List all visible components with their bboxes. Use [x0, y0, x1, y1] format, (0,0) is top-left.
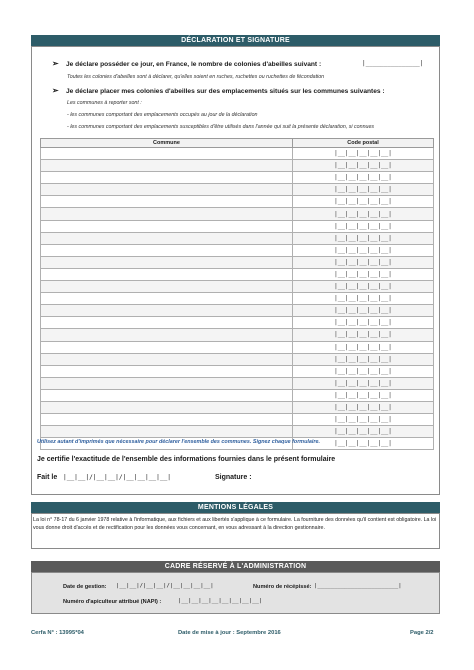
- commune-cell[interactable]: [41, 208, 293, 220]
- postal-code-cell[interactable]: |__|__|__|__|__|: [293, 220, 434, 232]
- admin-section-header: [31, 561, 440, 572]
- signature-area[interactable]: [262, 469, 432, 487]
- page-number: Page 2/2: [410, 630, 434, 636]
- commune-cell[interactable]: [41, 305, 293, 317]
- communes-intro: Les communes à reporter sont :: [67, 100, 142, 106]
- communes-rule-1: - les communes comportant des emplacements occupés au jour de la déclaration: [67, 112, 258, 118]
- commune-cell[interactable]: [41, 293, 293, 305]
- fait-le-date-field[interactable]: |__|__|/|__|__|/|__|__|__|__|: [63, 474, 172, 481]
- commune-cell[interactable]: [41, 244, 293, 256]
- update-date: Date de mise à jour : Septembre 2016: [178, 630, 281, 636]
- legal-title: MENTIONS LÉGALES: [197, 504, 274, 511]
- commune-cell[interactable]: [41, 389, 293, 401]
- declaration-section-header: [31, 35, 440, 46]
- table-row: [41, 160, 434, 172]
- table-row: [41, 268, 434, 280]
- postal-code-column-header: Code postal: [293, 139, 434, 148]
- arrow-bullet-icon: ➢: [52, 59, 59, 68]
- table-row: [41, 148, 434, 160]
- commune-cell[interactable]: [41, 172, 293, 184]
- table-row: [41, 220, 434, 232]
- table-row: [41, 305, 434, 317]
- commune-cell[interactable]: [41, 365, 293, 377]
- commune-cell[interactable]: [41, 377, 293, 389]
- postal-code-cell[interactable]: |__|__|__|__|__|: [293, 268, 434, 280]
- table-row: [41, 353, 434, 365]
- commune-cell[interactable]: [41, 317, 293, 329]
- postal-code-cell[interactable]: |__|__|__|__|__|: [293, 184, 434, 196]
- postal-code-cell[interactable]: |__|__|__|__|__|: [293, 365, 434, 377]
- postal-code-cell[interactable]: |__|__|__|__|__|: [293, 438, 434, 450]
- commune-cell[interactable]: [41, 414, 293, 426]
- table-row: [41, 329, 434, 341]
- declaration-title: DÉCLARATION ET SIGNATURE: [181, 37, 290, 44]
- fait-le-label: Fait le: [37, 474, 58, 481]
- commune-cell[interactable]: [41, 426, 293, 438]
- colony-count-field[interactable]: |_______________|: [362, 60, 424, 67]
- commune-cell[interactable]: [41, 256, 293, 268]
- commune-cell[interactable]: [41, 341, 293, 353]
- cerfa-number: Cerfa N° : 13995*04: [31, 630, 84, 636]
- postal-code-cell[interactable]: |__|__|__|__|__|: [293, 414, 434, 426]
- postal-code-cell[interactable]: |__|__|__|__|__|: [293, 281, 434, 293]
- commune-cell[interactable]: [41, 196, 293, 208]
- admin-section-box: [31, 572, 440, 614]
- postal-code-cell[interactable]: |__|__|__|__|__|: [293, 401, 434, 413]
- postal-code-cell[interactable]: |__|__|__|__|__|: [293, 172, 434, 184]
- commune-cell[interactable]: [41, 148, 293, 160]
- receipt-number-field[interactable]: |________________________|: [314, 583, 402, 589]
- table-row: [41, 389, 434, 401]
- table-row: [41, 317, 434, 329]
- postal-code-cell[interactable]: |__|__|__|__|__|: [293, 377, 434, 389]
- postal-code-cell[interactable]: |__|__|__|__|__|: [293, 305, 434, 317]
- table-row: [41, 196, 434, 208]
- commune-cell[interactable]: [41, 220, 293, 232]
- postal-code-cell[interactable]: |__|__|__|__|__|: [293, 353, 434, 365]
- table-row: [41, 293, 434, 305]
- table-row: [41, 208, 434, 220]
- table-row: [41, 256, 434, 268]
- receipt-number-label: Numéro de récépissé:: [253, 584, 312, 590]
- table-row: [41, 172, 434, 184]
- postal-code-cell[interactable]: |__|__|__|__|__|: [293, 160, 434, 172]
- table-row: [41, 281, 434, 293]
- certify-statement: Je certifie l'exactitude de l'ensemble des informations fournies dans le présent formulaire: [37, 456, 336, 463]
- table-row: [41, 232, 434, 244]
- postal-code-cell[interactable]: |__|__|__|__|__|: [293, 244, 434, 256]
- commune-cell[interactable]: [41, 401, 293, 413]
- commune-cell[interactable]: [41, 329, 293, 341]
- commune-cell[interactable]: [41, 353, 293, 365]
- legal-section-header: [31, 502, 440, 513]
- napi-label: Numéro d'apiculteur attribué (NAPI) :: [63, 599, 162, 605]
- commune-cell[interactable]: [41, 184, 293, 196]
- signature-label: Signature :: [215, 474, 252, 481]
- table-row: [41, 426, 434, 438]
- postal-code-cell[interactable]: |__|__|__|__|__|: [293, 232, 434, 244]
- table-row: [41, 414, 434, 426]
- communes-rule-2: - les communes comportant des emplacements susceptibles d'être utilisés dans l'année qui suit la présente déclaration, si connues: [67, 124, 375, 130]
- legal-text: La loi n° 78-17 du 6 janvier 1978 relative à l'informatique, aux fichiers et aux libertés s'applique à ce formulaire. La fourniture des données qu'il contient est obligatoire. La loi vous donne droit d'accès et de rectification pour les données vous concernant, en vous adressant à la direction gestionnaire.: [33, 517, 437, 531]
- postal-code-cell[interactable]: |__|__|__|__|__|: [293, 148, 434, 160]
- commune-cell[interactable]: [41, 281, 293, 293]
- communes-table: [40, 138, 434, 450]
- date-gestion-label: Date de gestion:: [63, 584, 107, 590]
- communes-statement: Je déclare placer mes colonies d'abeilles sur des emplacements situés sur les communes suivantes :: [66, 88, 385, 95]
- usage-note: Utilisez autant d'imprimés que nécessaire pour déclarer l'ensemble des communes. Signez chaque formulaire.: [37, 439, 320, 445]
- postal-code-cell[interactable]: |__|__|__|__|__|: [293, 293, 434, 305]
- table-row: [41, 401, 434, 413]
- table-row: [41, 377, 434, 389]
- postal-code-cell[interactable]: |__|__|__|__|__|: [293, 208, 434, 220]
- postal-code-cell[interactable]: |__|__|__|__|__|: [293, 196, 434, 208]
- postal-code-cell[interactable]: |__|__|__|__|__|: [293, 256, 434, 268]
- postal-code-cell[interactable]: |__|__|__|__|__|: [293, 426, 434, 438]
- table-row: [41, 184, 434, 196]
- commune-cell[interactable]: [41, 268, 293, 280]
- colony-count-note: Toutes les colonies d'abeilles sont à déclarer, qu'elles soient en ruches, ruchettes ou ruchettes de fécondation: [67, 74, 325, 80]
- table-row: [41, 341, 434, 353]
- postal-code-cell[interactable]: |__|__|__|__|__|: [293, 389, 434, 401]
- colony-count-statement: Je déclare posséder ce jour, en France, le nombre de colonies d'abeilles suivant :: [66, 61, 322, 68]
- postal-code-cell[interactable]: |__|__|__|__|__|: [293, 341, 434, 353]
- table-row: [41, 365, 434, 377]
- commune-column-header: Commune: [41, 139, 293, 148]
- commune-cell[interactable]: [41, 232, 293, 244]
- admin-title: CADRE RÉSERVÉ À L'ADMINISTRATION: [164, 563, 307, 570]
- napi-field[interactable]: |__|__|__|__|__|__|__|__|: [178, 598, 263, 604]
- arrow-bullet-icon: ➢: [52, 86, 59, 95]
- postal-code-cell[interactable]: |__|__|__|__|__|: [293, 317, 434, 329]
- table-row: [41, 244, 434, 256]
- date-gestion-field[interactable]: |__|__|/|__|__|/|__|__|__|__|: [116, 583, 214, 589]
- postal-code-cell[interactable]: |__|__|__|__|__|: [293, 329, 434, 341]
- commune-cell[interactable]: [41, 160, 293, 172]
